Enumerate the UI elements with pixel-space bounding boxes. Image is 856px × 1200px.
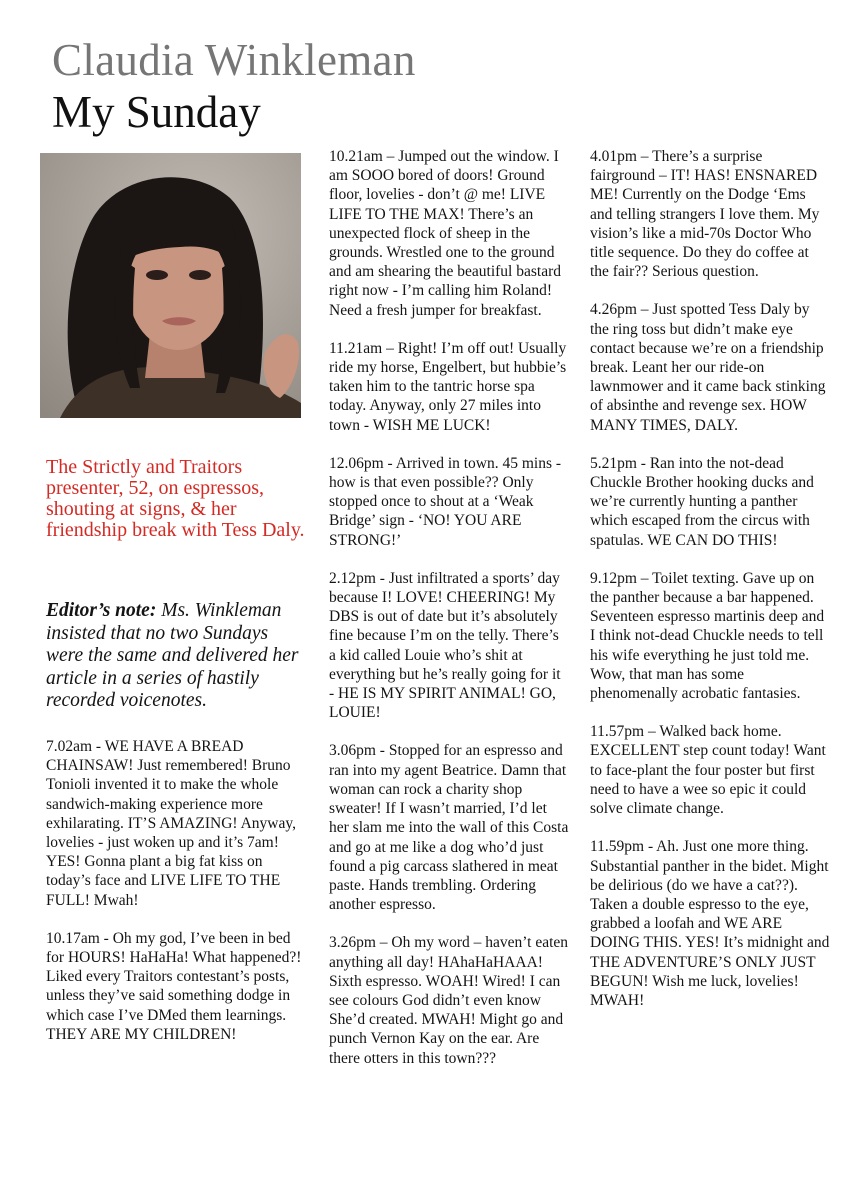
editor-note: [46, 600, 308, 713]
column-right: [590, 147, 830, 1029]
column-left: [46, 737, 304, 1063]
diary-entry: 11.57pm – Walked back home. EXCELLENT step count today! Want to face-plant the four poster but first need to have a wee so epic it could solve climate change.: [590, 723, 826, 818]
diary-entry: 7.02am - WE HAVE A BREAD CHAINSAW! Just remembered! Bruno Tonioli invented it to make the whole sandwich-making experience more exhilarating. IT’S AMAZING! Anyway, lovelies - just woken up and it’s 7am! YES! Gonna plant a big fat kiss on today’s face and LIVE LIFE TO THE FULL! Mwah!: [46, 738, 296, 909]
column-middle: [329, 147, 569, 1087]
author-photo: [40, 153, 301, 418]
diary-entry: 9.12pm – Toilet texting. Gave up on the panther because a bar happened. Seventeen espresso martinis deep and I think not-dead Chuckle needs to tell his wife everything he just told me. Wow, that man has some phenomenally acrobatic fantasies.: [590, 569, 825, 703]
diary-entry: 11.59pm - Ah. Just one more thing. Substantial panther in the bidet. Might be delirious (do we have a cat??). Taken a double espresso to the eye, grabbed a loofah and WE ARE DOING THIS. YES! It’s midnight and THE ADVENTURE’S ONLY JUST BEGUN! Wish me luck, lovelies! MWAH!: [590, 838, 830, 1009]
diary-entry: 10.21am – Jumped out the window. I am SOOO bored of doors! Ground floor, lovelies - don’t @ me! LIVE LIFE TO THE MAX! There’s an unexpected flock of sheep in the grounds. Wrestled one to the ground and am shearing the beautiful bastard right now - I’m calling him Roland! Need a fresh jumper for breakfast.: [329, 148, 561, 319]
diary-entry: 10.17am - Oh my god, I’ve been in bed for HOURS! HaHaHa! What happened?! Liked every Traitors contestant’s posts, unless they’ve said something dodge in which case I’ve DMed them learnings. THEY ARE MY CHILDREN!: [46, 929, 302, 1043]
author-name: Claudia Winkleman: [52, 35, 416, 85]
editor-note-text: Ms. Winkleman insisted that no two Sundays were the same and delivered her article in a series of hastily recorded voicenotes.: [46, 600, 299, 711]
diary-entry: 3.06pm - Stopped for an espresso and ran into my agent Beatrice. Damn that woman can rock a charity shop sweater! If I wasn’t married, I’d let her slam me into the wall of this Costa and go at me like a dog who’d just found a pig carcass slathered in meat paste. Hands trembling. Ordering another espresso.: [329, 742, 569, 914]
diary-entry: 12.06pm - Arrived in town. 45 mins - how is that even possible?? Only stopped once to shout at a ‘Weak Bridge’ sign - ‘NO! YOU ARE STRONG!’: [329, 454, 562, 549]
diary-entry: 4.26pm – Just spotted Tess Daly by the ring toss but didn’t make eye contact because we’re on a friendship break. Leant her our ride-on lawnmower and it came back stinking of absinthe and revenge sex. HOW MANY TIMES, DALY.: [590, 301, 826, 434]
diary-entry: 5.21pm - Ran into the not-dead Chuckle Brother hooking ducks and we’re currently hunting a panther which escaped from the circus with spatulas. WE CAN DO THIS!: [590, 454, 814, 549]
diary-entry: 11.21am – Right! I’m off out! Usually ride my horse, Engelbert, but hubbie’s taken him to the tantric horse spa today. Anyway, only 27 miles into town - WISH ME LUCK!: [329, 339, 567, 434]
diary-entry: 4.01pm – There’s a surprise fairground – IT! HAS! ENSNARED ME! Currently on the Dodge ‘Ems and telling strangers I love them. My vision’s like a mid-70s Doctor Who title sequence. Do they do coffee at the fair?? Serious question.: [590, 148, 820, 281]
editor-note-label: Editor’s note:: [46, 600, 157, 621]
diary-entry: 3.26pm – Oh my word – haven’t eaten anything all day! HAhaHaHAAA! Sixth espresso. WOAH! Wired! I can see colours God didn’t even know She’d created. MWAH! Might go and punch Vernon Kay on the ear. Are there otters in this town???: [329, 934, 569, 1067]
standfirst: The Strictly and Traitors presenter, 52, on espressos, shouting at signs, & her friendship break with Tess Daly.: [46, 456, 305, 541]
page-title: My Sunday: [52, 87, 261, 137]
diary-entry: 2.12pm - Just infiltrated a sports’ day because I! LOVE! CHEERING! My DBS is out of date but it’s absolutely fine because I’m on the telly. There’s a kid called Louie who’s shit at everything but he’s really going for it - HE IS MY SPIRIT ANIMAL! GO, LOUIE!: [329, 569, 561, 722]
